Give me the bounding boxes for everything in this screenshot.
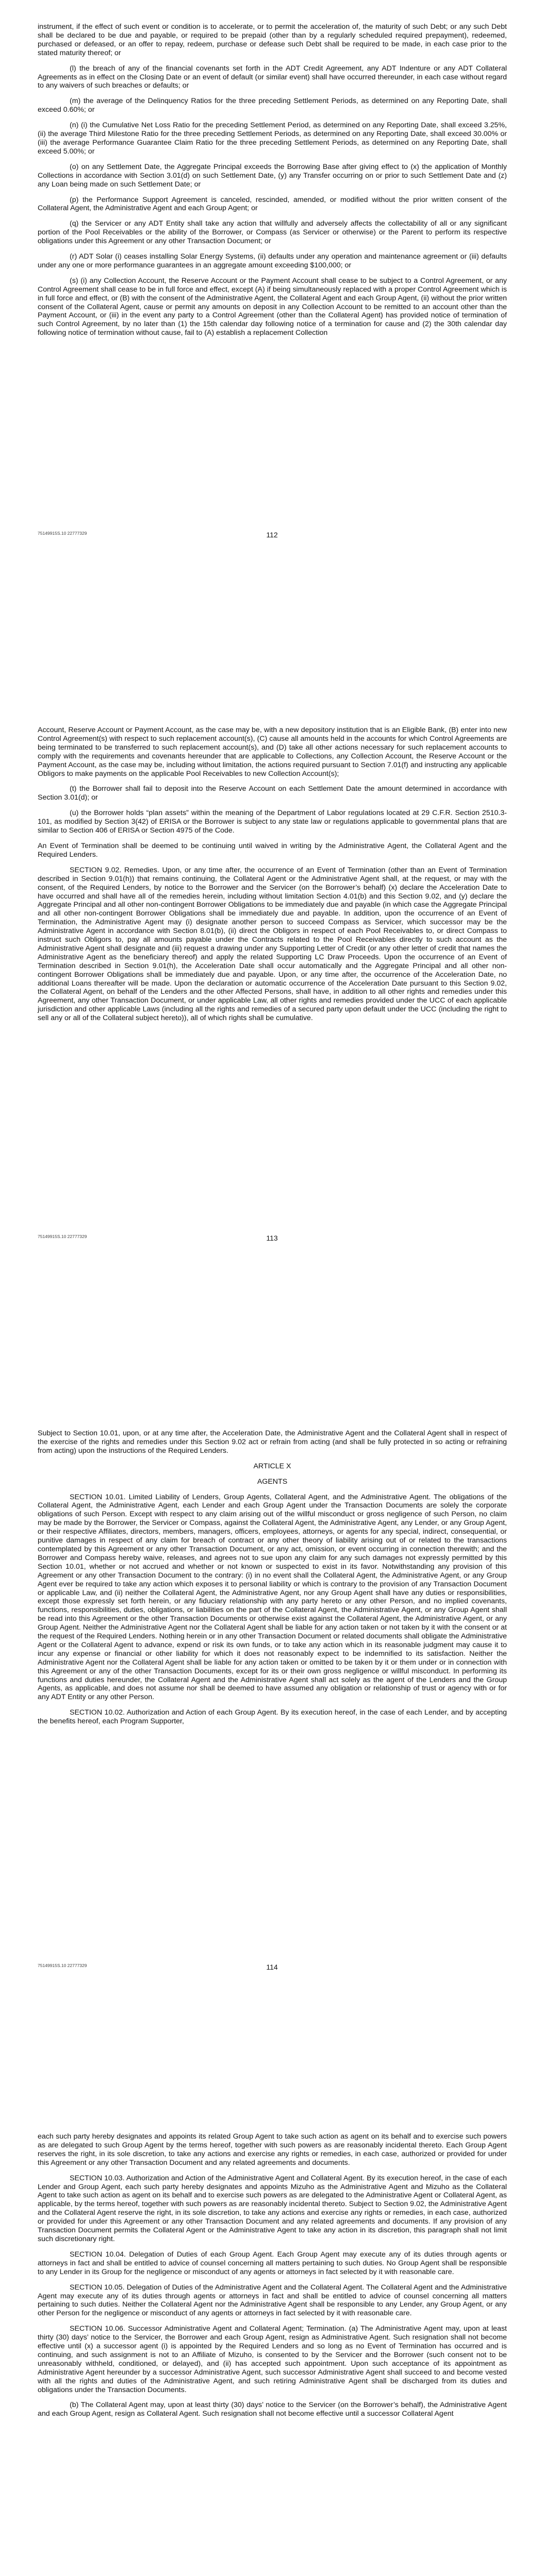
paragraph: SECTION 9.02. Remedies. Upon, or any time after, the occurrence of an Event of Termination (other than an Event of Termination described in Section 9.01(h)) that remains continuing, the Collateral Agent or the Administrative Agent shall, at the request, or may with the consent, of the Required Lenders, by notice to the Borrower and the Servicer (on the Borrower’s behalf) (x) declare the Acceleration Date to have occurred and shall have all of the remedies herein, including without limitation Section 4.01(b) and this Section 9.02, and (y) declare the Aggregate Principal and all other non-contingent Borrower Obligations to be immediately due and payable (in which case the Aggregate Principal and all other non-contingent Borrower Obligations shall be immediately due and payable. In addition, upon the occurrence of an Event of Termination, the Administrative Agent may (i) designate another person to succeed Compass as Servicer, which successor may be the Administrative Agent in accordance with Section 8.01(b), (ii) direct the Obligors in respect of each Pool Receivables to, or direct Compass to instruct such Obligors to, pay all amounts payable under the Contracts related to the Pool Receivables directly to such account as the Administrative Agent shall designate and (iii) request a drawing under any Supporting Letter of Credit (or any other letter of credit that names the Administrative Agent as the beneficiary thereof) and apply the related Supporting LC Draw Proceeds. Upon the occurrence of an Event of Termination described in Section 9.01(h), the Acceleration Date shall occur automatically and the Aggregate Principal and all other non-contingent Borrower Obligations shall be immediately due and payable. Upon, or any time after, the occurrence of the Acceleration Date, no additional Loans thereafter will be made. Upon the declaration or automatic occurrence of the Acceleration Date pursuant to this Section 9.02, the Collateral Agent, on behalf of the Lenders and the other Affected Persons, shall have, in addition to all other rights and remedies under this Agreement, any other Transaction Document, or under applicable Law, all other rights and remedies provided under the UCC of each applicable jurisdiction and other applicable Laws (including all the rights and remedies of a secured party upon default under the UCC (including the right to sell any or all of the Collateral subject hereto)), all of which rights shall be cumulative. <box>38 866 507 1023</box>
paragraph: SECTION 10.03. Authorization and Action of the Administrative Agent and Collateral Agent. By its execution hereof, in the case of each Lender and Group Agent, each such party hereby designates and appoints Mizuho as the Administrative Agent and Mizuho as the Collateral Agent to take such action as agent on its behalf and to exercise such powers as are delegated to the Administrative Agent or Collateral Agent, as applicable, by the terms hereof, together with such powers as are reasonably incidental thereto. Subject to Section 9.02, the Administrative Agent and the Collateral Agent reserve the right, in its sole discretion, to take any actions and exercise any rights or remedies, in each case, authorized or provided for under this Agreement or any other Transaction Document and any related agreements and documents. If any provision of any Transaction Document permits the Collateral Agent or the Administrative Agent to take any action in its discretion, this paragraph shall not limit such discretionary right. <box>38 2174 507 2243</box>
paragraph: (m) the average of the Delinquency Ratios for the three preceding Settlement Periods, as determined on any Reporting Date, shall exceed 0.60%; or <box>38 97 507 114</box>
page-number: 112 <box>266 531 278 539</box>
paragraph: SECTION 10.01. Limited Liability of Lenders, Group Agents, Collateral Agent, and the Administrative Agent. The obligations of the Collateral Agent, the Administrative Agent, each Lender and each Group Agent under the Transaction Documents are solely the corporate obligations of such Person. Except with respect to any claim arising out of the willful misconduct or gross negligence of such Person, no claim may be made by the Borrower, the Servicer or Compass, against the Collateral Agent, the Administrative Agent, any Lender, or any Group Agent, or their respective Affiliates, directors, members, managers, officers, employees, attorneys, or agents for any special, indirect, consequential, or punitive damages in respect of any claim for breach of contract or any other theory of liability arising out of or related to the transactions contemplated by this Agreement or any other Transaction Document, or any act, omission, or event occurring in connection therewith; and the Borrower and Compass hereby waive, releases, and agrees not to sue upon any claim for any such damages not expressly permitted by this Section 10.01, whether or not accrued and whether or not known or suspected to exist in its favor. Notwithstanding any provision of this Agreement or any other Transaction Document to the contrary: (i) in no event shall the Collateral Agent, the Administrative Agent, or any Group Agent ever be required to take any action which exposes it to personal liability or which is contrary to the provision of any Transaction Document or applicable Law, and (ii) neither the Collateral Agent, the Administrative Agent, nor any Group Agent shall have any duties or responsibilities, except those expressly set forth herein, or any fiduciary relationship with any party hereto or any other Person, and no implied covenants, functions, responsibilities, duties, obligations, or liabilities on the part of the Collateral Agent, the Administrative Agent, or any Group Agent shall be read into this Agreement or the other Transaction Documents or otherwise exist against the Collateral Agent, the Administrative Agent, or any Group Agent. Neither the Administrative Agent nor the Collateral Agent shall be liable for any action taken or not taken by it with the consent or at the request of the Required Lenders. Nothing herein or in any other Transaction Document or related documents shall obligate the Administrative Agent or the Collateral Agent to advance, expend or risk its own funds, or to take any action which in its reasonable judgment may cause it to incur any expense or financial or other liability for which it does not reasonably expect to be indemnified to its satisfaction. Neither the Administrative Agent nor the Collateral Agent shall be liable for any action taken or omitted to be taken by it or them under or in connection with this Agreement or any of the other Transaction Documents, except for its or their own gross negligence or willful misconduct. In performing its functions and duties hereunder, the Collateral Agent and the Administrative Agent shall act solely as the agent of the Lenders and the Group Agents, as applicable, and does not assume nor shall be deemed to have assumed any obligation or relationship of trust or agency with or for any ADT Entity or any other Person. <box>38 1493 507 1702</box>
paragraph: (r) ADT Solar (i) ceases installing Solar Energy Systems, (ii) defaults under any operation and maintenance agreement or (iii) defaults under any one or more performance guarantees in an aggregate amount exceeding $100,000; or <box>38 252 507 269</box>
paragraph: Account, Reserve Account or Payment Account, as the case may be, with a new depository institution that is an Eligible Bank, (B) enter into new Control Agreement(s) with respect to such replacement account(s), (C) cause all amounts held in the accounts for which Control Agreements are being terminated to be transferred to such replacement account(s), and (D) take all other actions necessary for such replacement accounts to comply with the requirements and covenants hereunder that are applicable to Collections, any Collection Account, the Reserve Account or the Payment Account, as the case may be, including without limitation, the actions required pursuant to Section 7.01(f) and instructing any applicable Obligors to make payments on the applicable Pool Receivables to new Collection Account(s); <box>38 726 507 778</box>
doc-footer-id: 75149915S.10 22777329 <box>38 1963 87 1968</box>
page-number: 114 <box>266 1963 278 1971</box>
paragraph: SECTION 10.06. Successor Administrative Agent and Collateral Agent; Termination. (a) The Administrative Agent may, upon at least thirty (30) days’ notice to the Servicer, the Borrower and each Group Agent, resign as Administrative Agent. Such resignation shall not become effective until (x) a successor agent (i) is appointed by the Required Lenders and so long as no Event of Termination has occurred and is continuing, and such assignment is not to an Affiliate of Mizuho, is consented to by the Servicer and the Borrower (such consent not to be unreasonably withheld, conditioned, or delayed), and (ii) has accepted such appointment. Upon such acceptance of its appointment as Administrative Agent hereunder by a successor Administrative Agent, such successor Administrative Agent shall succeed to and become vested with all the rights and duties of the Administrative Agent, and such retiring Administrative Agent shall be discharged from its duties and obligations under the Transaction Documents. <box>38 2325 507 2394</box>
paragraph: SECTION 10.02. Authorization and Action of each Group Agent. By its execution hereof, in the case of each Lender, and by accepting the benefits hereof, each Program Supporter, <box>38 1708 507 1726</box>
page-112 <box>0 0 544 703</box>
page-body <box>38 23 507 344</box>
paragraph: (l) the breach of any of the financial covenants set forth in the ADT Credit Agreement, any ADT Indenture or any ADT Collateral Agreements as in effect on the Closing Date or an event of default (or similar event) shall have occurred thereunder, in each case without regard to any waivers of such breaches or defaults; or <box>38 64 507 90</box>
paragraph: (p) the Performance Support Agreement is canceled, rescinded, amended, or modified without the prior written consent of the Collateral Agent, the Administrative Agent and each Group Agent; or <box>38 195 507 213</box>
doc-footer-id: 75149915S.10 22777329 <box>38 1234 87 1239</box>
paragraph: (s) (i) any Collection Account, the Reserve Account or the Payment Account shall cease to be subject to a Control Agreement, or any Control Agreement shall cease to be in full force and effect, except (A) if being simultaneously replaced with a proper Control Agreement which is in full force and effect, or (B) with the consent of the Administrative Agent, the Collateral Agent and each Group Agent, (ii) without the prior written consent of the Collateral Agent, cause or permit any amounts on deposit in any Collection Account to be remitted to an account other than the Payment Account, or (iii) in the event any party to a Control Agreement (other than the Collateral Agent) has provided notice of termination of such Control Agreement, by no later than (1) the 15th calendar day following notice of a termination for cause and (2) the 30th calendar day following notice of termination without cause, fail to (A) establish a replacement Collection <box>38 276 507 337</box>
paragraph: An Event of Termination shall be deemed to be continuing until waived in writing by the Administrative Agent, the Collateral Agent and the Required Lenders. <box>38 841 507 859</box>
page-body <box>38 726 507 1029</box>
page-body <box>38 2132 507 2425</box>
paragraph: SECTION 10.04. Delegation of Duties of each Group Agent. Each Group Agent may execute any of its duties through agents or attorneys in fact and shall be entitled to advice of counsel concerning all matters pertaining to such duties. No Group Agent shall be responsible to any Lender in its Group for the negligence or misconduct of any agents or attorneys in fact selected by it with reasonable care. <box>38 2250 507 2276</box>
doc-footer-id: 75149915S.10 22777329 <box>38 531 87 536</box>
paragraph: (o) on any Settlement Date, the Aggregate Principal exceeds the Borrowing Base after giving effect to (x) the application of Monthly Collections in accordance with Section 3.01(d) on such Settlement Date, (y) any Transfer occurring on or prior to such Settlement Date and (z) any Loan being made on such Settlement Date; or <box>38 162 507 189</box>
page-115 <box>0 2110 544 2576</box>
paragraph: Subject to Section 10.01, upon, or at any time after, the Acceleration Date, the Administrative Agent and the Collateral Agent shall in respect of the exercise of the rights and remedies under this Section 9.02 act or refrain from acting (and shall be fully protected in so acting or refraining from acting) upon the instructions of the Required Lenders. <box>38 1429 507 1455</box>
paragraph: (q) the Servicer or any ADT Entity shall take any action that willfully and adversely affects the collectability of all or any significant portion of the Pool Receivables or the ability of the Borrower, or Compass (as Servicer or otherwise) or the Parent to perform its respective obligations under this Agreement or any other Transaction Document; or <box>38 219 507 246</box>
paragraph: instrument, if the effect of such event or condition is to accelerate, or to permit the acceleration of, the maturity of such Debt; or any such Debt shall be declared to be due and payable, or required to be prepaid (other than by a regularly scheduled required prepayment), redeemed, purchased or defeased, or an offer to repay, redeem, purchase or defease such Debt shall be required to be made, in each case prior to the stated maturity thereof; or <box>38 23 507 57</box>
page-113 <box>0 703 544 1406</box>
paragraph: (u) the Borrower holds “plan assets” within the meaning of the Department of Labor regulations located at 29 C.F.R. Section 2510.3-101, as modified by Section 3(42) of ERISA or the Borrower is subject to any state law or regulations applicable to governmental plans that are similar to Section 406 of ERISA or Section 4975 of the Code. <box>38 809 507 835</box>
article-title: AGENTS <box>257 1477 288 1486</box>
page-body <box>38 1429 507 1733</box>
paragraph: (b) The Collateral Agent may, upon at least thirty (30) days’ notice to the Servicer (on the Borrower’s behalf), the Administrative Agent and each Group Agent, resign as Collateral Agent. Such resignation shall not become effective until a successor Collateral Agent <box>38 2401 507 2418</box>
page-114 <box>0 1406 544 2110</box>
paragraph: (t) the Borrower shall fail to deposit into the Reserve Account on each Settlement Date the amount determined in accordance with Section 3.01(d); or <box>38 785 507 802</box>
paragraph: SECTION 10.05. Delegation of Duties of the Administrative Agent and the Collateral Agent. The Collateral Agent and the Administrative Agent may execute any of its duties through agents or attorneys in fact and shall be entitled to advice of counsel concerning all matters pertaining to such duties. Neither the Collateral Agent nor the Administrative Agent shall be responsible to any Lender, any Group Agent, or any other Person for the negligence or misconduct of any agents or attorneys in fact selected by it with reasonable care. <box>38 2283 507 2318</box>
article-heading: ARTICLE X <box>253 1462 291 1470</box>
paragraph: each such party hereby designates and appoints its related Group Agent to take such action as agent on its behalf and to exercise such powers as are delegated to such Group Agent by the terms hereof, together with such powers as are reasonably incidental thereto. Each Group Agent reserves the right, in its sole discretion, to take any actions and exercise any rights or remedies, in each case, authorized or provided for under this Agreement or any other Transaction Document and any related agreements and documents. <box>38 2132 507 2167</box>
page-number: 113 <box>266 1234 278 1242</box>
paragraph: (n) (i) the Cumulative Net Loss Ratio for the preceding Settlement Period, as determined on any Reporting Date, shall exceed 3.25%, (ii) the average Third Milestone Ratio for the three preceding Settlement Periods, as determined on any Reporting Date, shall exceed 30.00% or (iii) the average Performance Guarantee Claim Ratio for the three preceding Settlement Periods, as determined on any Reporting Date, shall exceed 5.00%; or <box>38 121 507 156</box>
